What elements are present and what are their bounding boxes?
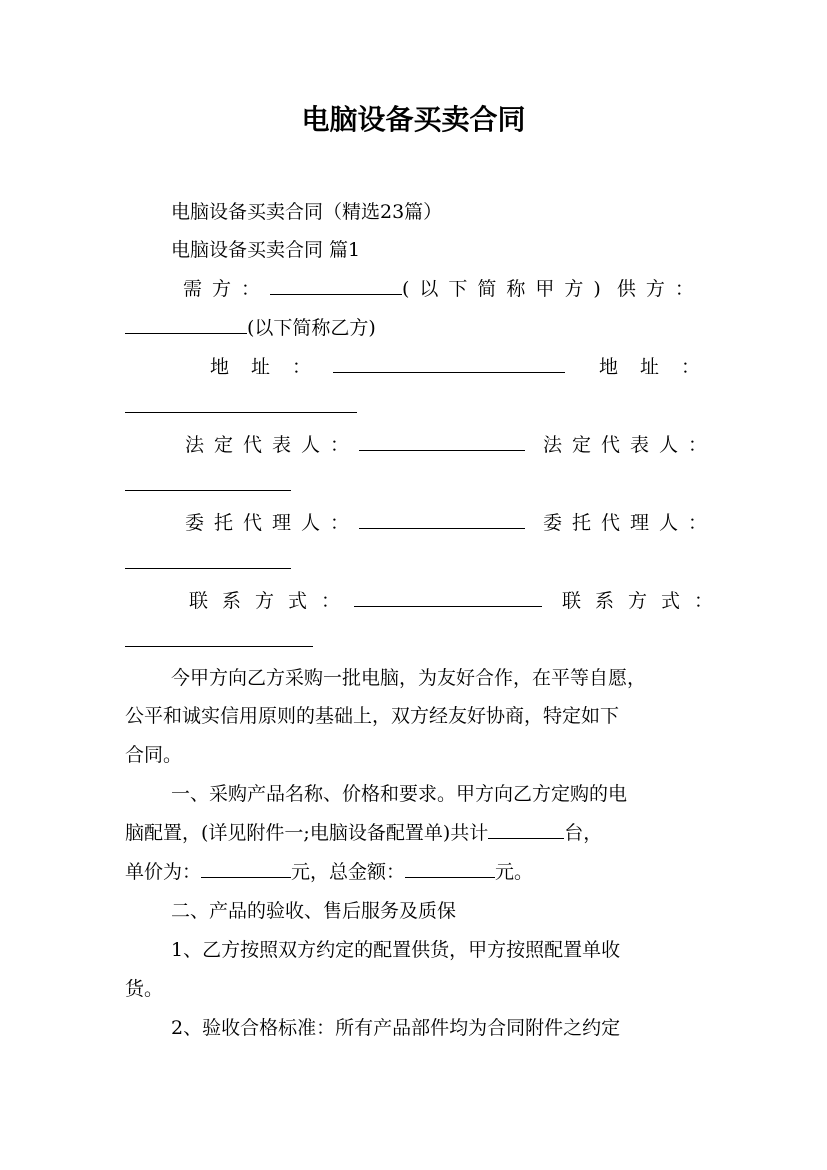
item2-1-line-2: 货。 (125, 978, 164, 1000)
intro-line-3: 合同。 (125, 744, 183, 766)
item1-line-3 (125, 853, 705, 891)
agent-blank-seller (125, 567, 291, 569)
contact-label-seller: 联系方式： (562, 590, 728, 612)
item1-unit: 台， (564, 822, 603, 844)
party-line (125, 270, 705, 308)
quantity-blank (488, 837, 564, 839)
contact-seller-line (125, 622, 705, 660)
rep-label-seller: 法定代表人： (543, 434, 718, 456)
rep-blank-seller (125, 489, 291, 491)
unit-price-label: 单价为： (125, 861, 202, 883)
agent-line (125, 504, 718, 542)
contact-line (125, 582, 728, 620)
agent-seller-line (125, 544, 705, 582)
seller-blank (125, 332, 247, 334)
seller-note: (以下简称乙方) (247, 317, 376, 339)
document-title: 电脑设备买卖合同 (301, 103, 526, 136)
seller-label: 供方： (616, 278, 704, 300)
address-blank-buyer (333, 371, 565, 373)
item2-1-line-1: 1、乙方按照双方约定的配置供货，甲方按照配置单收 (171, 939, 621, 961)
buyer-note: (以下简称甲方) (402, 278, 611, 300)
agent-label-buyer: 委托代理人： (185, 512, 360, 534)
unit-price-blank (201, 876, 291, 878)
total-unit: 元。 (495, 861, 534, 883)
contact-blank-seller (125, 645, 313, 647)
address-label-buyer: 地址： (210, 356, 334, 378)
address-blank-seller (125, 411, 357, 413)
address-seller-line (125, 388, 705, 426)
intro-line-1: 今甲方向乙方采购一批电脑，为友好合作，在平等自愿， (171, 667, 647, 689)
address-line (125, 348, 723, 386)
rep-blank-buyer (359, 449, 525, 451)
buyer-blank (270, 293, 402, 295)
total-blank (405, 876, 495, 878)
agent-blank-buyer (359, 527, 525, 529)
rep-seller-line (125, 466, 705, 504)
intro-line-2: 公平和诚实信用原则的基础上，双方经友好协商，特定如下 (125, 705, 620, 727)
total-label: 元，总金额： (291, 861, 406, 883)
subtitle: 电脑设备买卖合同（精选23篇） (171, 201, 443, 223)
agent-label-seller: 委托代理人： (543, 512, 718, 534)
seller-line (125, 309, 705, 347)
contact-blank-buyer (354, 605, 542, 607)
address-label-seller: 地址： (599, 356, 723, 378)
buyer-label: 需方： (183, 278, 271, 300)
item1-config: 脑配置，(详见附件一;电脑设备配置单)共计 (125, 822, 489, 844)
item2-2-line-1: 2、验收合格标准：所有产品部件均为合同附件之约定 (171, 1017, 621, 1039)
rep-label-buyer: 法定代表人： (185, 434, 360, 456)
section-heading: 电脑设备买卖合同 篇1 (171, 239, 361, 261)
item1-line-1: 一、采购产品名称、价格和要求。甲方向乙方定购的电 (171, 783, 628, 805)
item1-line-2 (125, 814, 705, 852)
contact-label-buyer: 联系方式： (189, 590, 355, 612)
rep-line (125, 426, 718, 464)
item2-heading: 二、产品的验收、售后服务及质保 (171, 900, 457, 922)
